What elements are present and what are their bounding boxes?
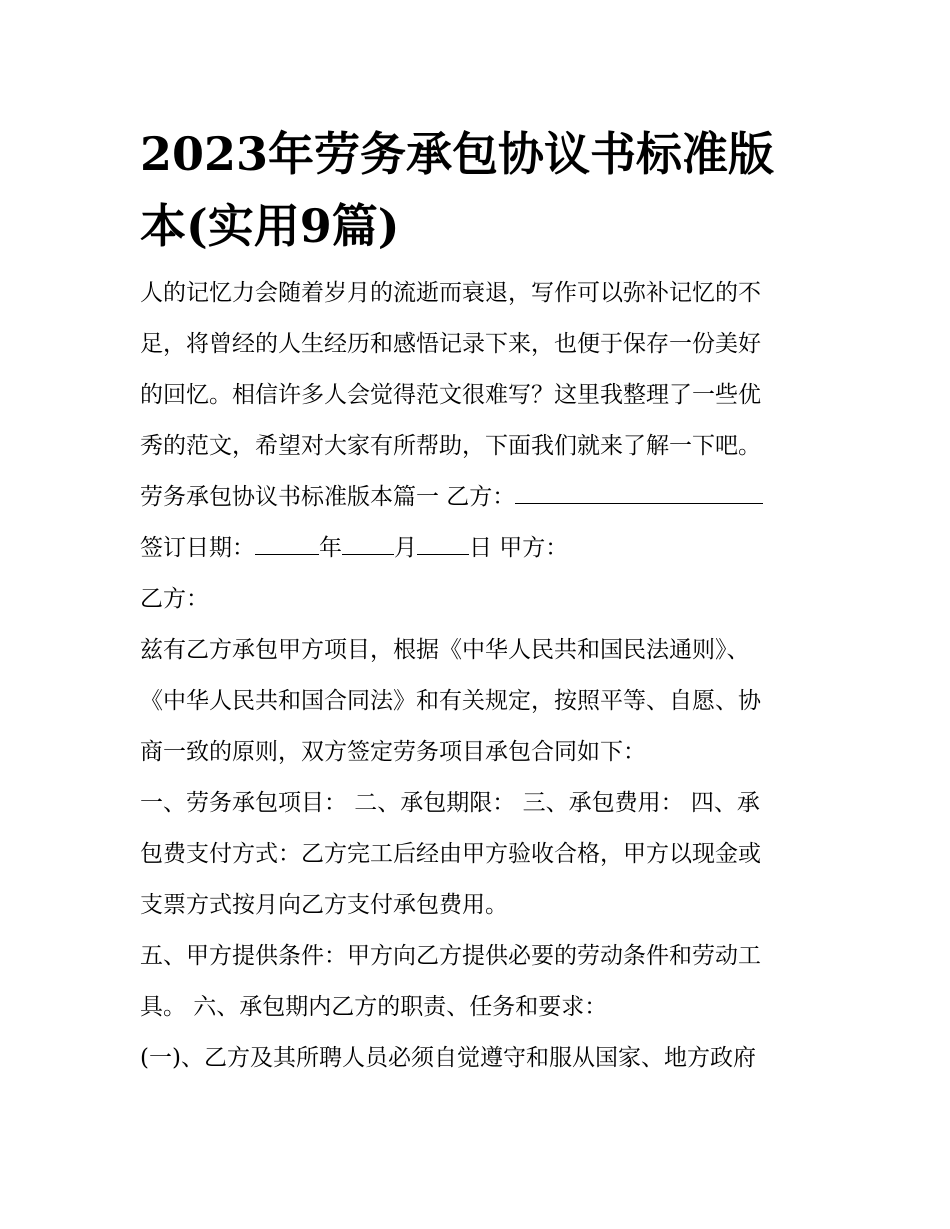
intro-line-3: 的回忆。相信许多人会觉得范文很难写？这里我整理了一些优 bbox=[140, 382, 761, 408]
intro-line-4: 秀的范文，希望对大家有所帮助，下面我们就来了解一下吧。 bbox=[140, 433, 761, 459]
body-line-8: 具。 六、承包期内乙方的职责、任务和要求： bbox=[140, 994, 608, 1020]
body-line-1: 兹有乙方承包甲方项目，根据《中华人民共和国民法通则》、 bbox=[140, 637, 750, 663]
body-line-5: 包费支付方式：乙方完工后经由甲方验收合格，甲方以现金或 bbox=[140, 841, 761, 867]
body-line-2: 《中华人民共和国合同法》和有关规定，按照平等、自愿、协 bbox=[140, 688, 761, 714]
party-b-line: 乙方： bbox=[140, 586, 209, 612]
party-b-blank bbox=[515, 502, 763, 504]
body-line-9: (一)、乙方及其所聘人员必须自觉遵守和服从国家、地方政府 bbox=[140, 1045, 756, 1071]
document-page bbox=[140, 118, 820, 1084]
body-line-3: 商一致的原则，双方签定劳务项目承包合同如下： bbox=[140, 739, 646, 765]
body-line-6: 支票方式按月向乙方支付承包费用。 bbox=[140, 892, 508, 918]
year-label: 年 bbox=[319, 535, 342, 561]
body-line-4: 一、劳务承包项目： 二、承包期限： 三、承包费用： 四、承 bbox=[140, 790, 760, 816]
document-title bbox=[140, 118, 820, 262]
body-line-7: 五、甲方提供条件：甲方向乙方提供必要的劳动条件和劳动工 bbox=[140, 943, 761, 969]
intro-line-1: 人的记忆力会随着岁月的流逝而衰退，写作可以弥补记忆的不 bbox=[140, 280, 761, 306]
month-label: 月 bbox=[394, 535, 417, 561]
day-label: 日 甲方： bbox=[469, 535, 569, 561]
day-blank bbox=[417, 553, 469, 555]
section-heading: 劳务承包协议书标准版本篇一 乙方： bbox=[140, 484, 516, 510]
title-line-1: 2023年劳务承包协议书标准版 bbox=[140, 127, 775, 181]
year-blank bbox=[255, 553, 319, 555]
month-blank bbox=[342, 553, 394, 555]
sign-date-label: 签订日期： bbox=[140, 535, 255, 561]
section-heading-line bbox=[140, 472, 820, 523]
title-line-2: 本(实用9篇) bbox=[140, 199, 400, 253]
sign-date-line bbox=[140, 523, 820, 574]
intro-line-2: 足，将曾经的人生经历和感悟记录下来，也便于保存一份美好 bbox=[140, 331, 761, 357]
